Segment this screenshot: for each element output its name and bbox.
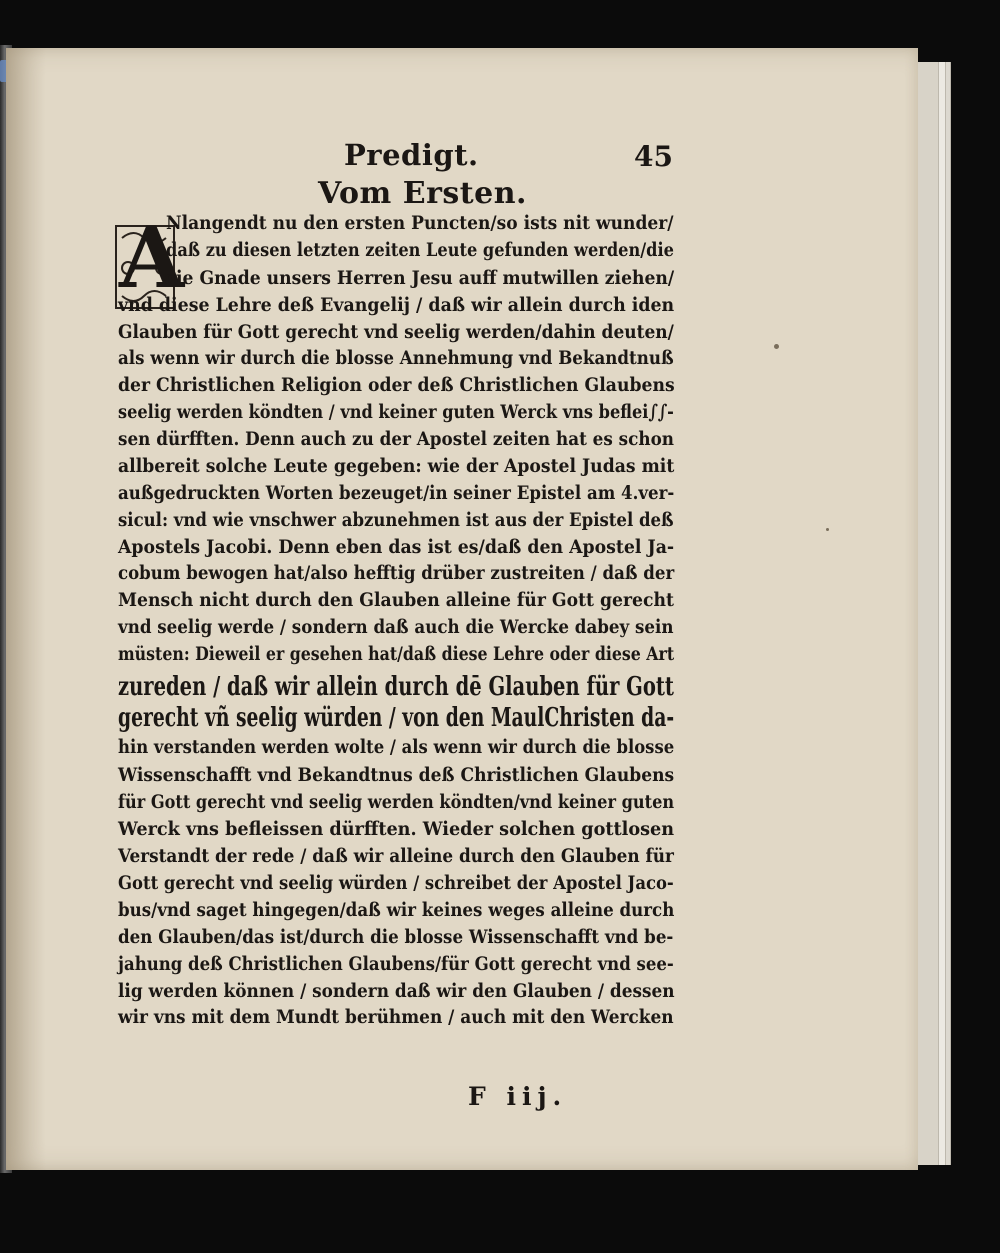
text-line: bus/vnd saget hingegen/daß wir keines weges alleine durch [118, 899, 675, 921]
text-line: Verstandt der rede / daß wir alleine durch den Glauben für [118, 845, 674, 867]
text-line: Nlangendt nu den ersten Puncten/so ists nit wunder/ [166, 212, 674, 234]
paper-speck [774, 344, 779, 349]
text-line: für Gott gerecht vnd seelig werden köndten/vnd keiner guten [118, 791, 675, 813]
text-line: sen dürfften. Denn auch zu der Apostel zeiten hat es schon [118, 428, 674, 450]
text-line: Werck vns befleissen dürfften. Wieder solchen gottlosen [118, 818, 675, 840]
text-line: Gott gerecht vnd seelig würden / schreibet der Apostel Jaco- [118, 872, 674, 894]
text-line: sicul: vnd wie vnschwer abzunehmen ist aus der Epistel deß [118, 509, 674, 531]
body-text [6, 48, 918, 1170]
running-head: Predigt. [344, 138, 479, 172]
text-line: die Gnade unsers Herren Jesu auff mutwillen ziehen/ [164, 267, 675, 289]
text-line: hin verstanden werden wolte / als wenn wir durch die blosse [118, 736, 675, 758]
paper-speck [826, 528, 829, 531]
text-line: seelig werden köndten / vnd keiner guten Werck vns beflei∫∫- [118, 401, 674, 423]
initial-letter: A [119, 208, 185, 307]
page-number: 45 [634, 140, 673, 173]
text-line: vnd seelig werde / sondern daß auch die Wercke dabey sein [118, 616, 674, 638]
text-line: Mensch nicht durch den Glauben alleine für Gott gerecht [118, 589, 674, 611]
text-line: als wenn wir durch die blosse Annehmung vnd Bekandtnuß [118, 347, 674, 369]
text-line: wir vns mit dem Mundt berühmen / auch mit den Wercken [118, 1006, 674, 1028]
text-line: lig werden können / sondern daß wir den Glauben / dessen [118, 980, 675, 1002]
text-line: daß zu diesen letzten zeiten Leute gefunden werden/die [166, 239, 674, 261]
text-line: außgedruckten Worten bezeuget/in seiner Epistel am 4.ver- [118, 482, 675, 504]
text-line: den Glauben/das ist/durch die blosse Wissenschafft vnd be- [118, 926, 674, 948]
text-line: Glauben für Gott gerecht vnd seelig werden/dahin deuten/ [118, 321, 674, 343]
text-line: vnd diese Lehre deß Evangelij / daß wir allein durch iden [118, 294, 675, 316]
text-line: Apostels Jacobi. Denn eben das ist es/daß den Apostel Ja- [118, 536, 675, 558]
text-line: zureden / daß wir allein durch dē Glauben für Gott [118, 672, 674, 702]
section-title: Vom Ersten. [318, 176, 527, 211]
text-line: der Christlichen Religion oder deß Christlichen Glaubens [118, 374, 675, 396]
text-line: Wissenschafft vnd Bekandtnus deß Christlichen Glaubens [118, 764, 675, 786]
text-line: gerecht vñ seelig würden / von den MaulChristen da- [118, 703, 675, 733]
paper-page [6, 48, 918, 1170]
text-line: cobum bewogen hat/also hefftig drüber zustreiten / daß der [118, 562, 675, 584]
text-line: allbereit solche Leute gegeben: wie der Apostel Judas mit [118, 455, 675, 477]
signature-mark: F iij. [468, 1082, 568, 1111]
text-line: jahung deß Christlichen Glaubens/für Gott gerecht vnd see- [118, 953, 674, 975]
text-line: müsten: Dieweil er gesehen hat/daß diese Lehre oder diese Art [118, 643, 675, 665]
